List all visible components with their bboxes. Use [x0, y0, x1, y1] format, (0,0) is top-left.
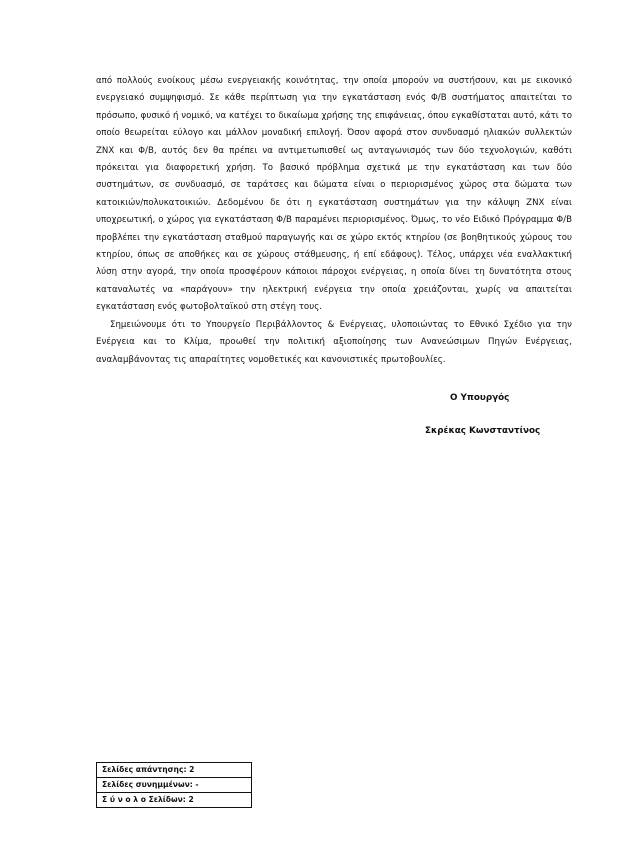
total-pages-cell: Σ ύ ν ο λ ο Σελίδων: 2 [97, 793, 252, 808]
signatory-title: Ο Υπουργός [450, 393, 510, 403]
letter-body [96, 73, 572, 369]
reply-pages-cell: Σελίδες απάντησης: 2 [97, 763, 252, 778]
attached-pages-cell: Σελίδες συνημμένων: - [97, 778, 252, 793]
page-count-box [96, 762, 252, 808]
page-count-row [97, 793, 252, 808]
body-paragraph-2: Σημειώνουμε ότι το Υπουργείο Περιβάλλοντος & Ενέργειας, υλοποιώντας το Εθνικό Σχέδιο για την Ενέργεια και το Κλίμα, προωθεί την πολιτική αξιοποίησης των Ανανεώσιμων Πηγών Ενέργειας, αναλαμβάνοντας τις απαραίτητες νομοθετικές και κανονιστικές πρωτοβουλίες. [96, 319, 572, 365]
page-count-row [97, 763, 252, 778]
body-paragraph-1: από πολλούς ενοίκους μέσω ενεργειακής κοινότητας, την οποία μπορούν να συστήσουν, και με εικονικό ενεργειακό συμψηφισμό. Σε κάθε περίπτωση για την εγκατάσταση ενός Φ/Β συστήματος απαιτείται το πρόσωπο, φυσικό ή νομικό, να κατέχει το δικαίωμα χρήσης της επιφάνειας, όπου εγκαθίσταται αυτό, κάτι το οποίο θεωρείται εύλογο και μάλλον μοναδική επιλογή. Όσον αφορά στον συνδυασμό ηλιακών συλλεκτών ΖΝΧ και Φ/Β, αυτός δεν θα πρέπει να αντιμετωπισθεί ως ανταγωνισμός των δύο τεχνολογιών, καθότι πρόκειται για διαφορετική χρήση. Το βασικό πρόβλημα σχετικά με την εγκατάσταση και των δύο συστημάτων, σε συνδυασμό, σε ταράτσες και δώματα είναι ο περιορισμένος χώρος στα δώματα των κατοικιών/πολυκατοικιών. Δεδομένου δε ότι η εγκατάσταση συστημάτων για την κάλυψη ΖΝΧ είναι υποχρεωτική, ο χώρος για εγκατάσταση Φ/Β παραμένει περιορισμένος. Όμως, το νέο Ειδικό Πρόγραμμα Φ/Β προβλέπει την εγκατάσταση σταθμού παραγωγής και σε χώρο εκτός κτηρίου (σε βοηθητικούς χώρους του κτηρίου, όπως σε αποθήκες και σε χώρους στάθμευσης, ή επί εδάφους). Τέλος, υπάρχει νέα εναλλακτική λύση στην αγορά, την οποία προσφέρουν κάποιοι πάροχοι ενέργειας, η οποία δίνει τη δυνατότητα στους καταναλωτές να «παράγουν» την ηλεκτρική ενέργεια την οποία χρειάζονται, χωρίς να απαιτείται εγκατάσταση ενός φωτοβολταϊκού στη στέγη τους. [96, 76, 572, 313]
page-count-row [97, 778, 252, 793]
signatory-name: Σκρέκας Κωνσταντίνος [425, 426, 541, 436]
